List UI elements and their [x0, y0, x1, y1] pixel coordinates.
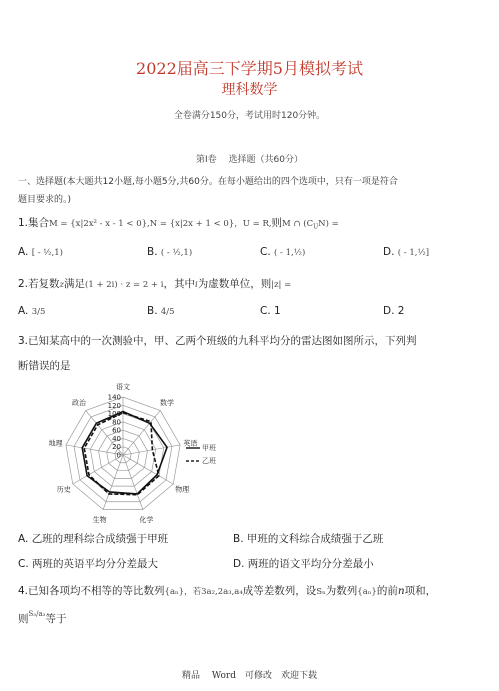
tick-label: 0 [116, 451, 121, 460]
q1-set-n: ,N = {x|2x + 1 < 0} [147, 219, 235, 229]
q1-expr: M ∩ $(C_UN)$ = [282, 219, 339, 231]
exam-info: 全卷满分150分，考试用时120分钟。 [173, 111, 326, 121]
tick-label: 20 [112, 443, 121, 452]
tick-label: 120 [107, 401, 121, 410]
q1-universe: ，U = R, [234, 219, 272, 229]
grid-spoke [123, 455, 143, 510]
axis-label: 政治 [72, 399, 87, 408]
tick-label: 40 [112, 434, 121, 443]
q1-then: 则 [271, 217, 283, 229]
q1-option-a[interactable]: A. [ - ½,1) [18, 246, 63, 258]
question-1 [18, 215, 339, 231]
question-3-line-1: 3.已知某高中的一次测验中，甲、乙两个班级的九科平均分的雷达图如图所示，下列判 [18, 335, 417, 347]
axis-label: 化学 [139, 515, 154, 524]
axis-label: 物理 [175, 485, 190, 494]
tick-label: 100 [107, 410, 121, 419]
legend-item-jia: 甲班 [186, 443, 216, 453]
q2-option-b[interactable]: B. 4/5 [147, 305, 175, 317]
grid-spoke [73, 455, 123, 484]
tick-label: 60 [112, 426, 121, 435]
question-4-line-2: 则$^{S_3/a_3}$等于 [18, 610, 67, 625]
section-heading: 第I卷 选择题（共60分） [196, 155, 303, 165]
q3-option-c[interactable]: C. 两班的英语平均分分差最大 [18, 558, 159, 570]
exam-title: 2022届高三下学期5月模拟考试 [136, 59, 363, 78]
q2-option-c[interactable]: C. 1 [260, 305, 281, 317]
legend-swatch-dashed [186, 459, 200, 463]
exam-subject: 理科数学 [221, 82, 278, 98]
q2-option-d[interactable]: D. 2 [383, 305, 405, 317]
axis-label: 数学 [159, 399, 174, 408]
q3-option-d[interactable]: D. 两班的语文平均分分差最小 [233, 558, 374, 570]
question-2: 2.若复数z满足(1 + 2i) · z = 2 + i，其中i为虚数单位，则|z| = [18, 278, 292, 290]
question-3-line-2: 断错误的是 [18, 360, 71, 372]
legend-swatch-solid [186, 446, 200, 450]
q3-option-b[interactable]: B. 甲班的文科综合成绩强于乙班 [233, 533, 384, 545]
q1-option-d[interactable]: D. ( - 1,½] [383, 246, 430, 258]
chart-legend [186, 443, 216, 466]
instruction-line-1: 一、选择题(本大题共12小题,每小题5分,共60分。在每小题给出的四个选项中，只有一项是符合 [18, 177, 398, 187]
grid-spoke [123, 455, 173, 484]
q1-prefix: 1.集合 [18, 217, 50, 229]
page-footer: 精品 Word 可修改 欢迎下载 [182, 671, 317, 681]
tick-label: 80 [112, 418, 121, 427]
axis-label: 英语 [183, 439, 198, 448]
q2-option-a[interactable]: A. 3/5 [18, 305, 46, 317]
instruction-line-2: 题目要求的。) [18, 195, 72, 205]
q1-set-m: M = {x|2x² - x - 1 < 0} [49, 219, 148, 229]
grid-spoke [103, 455, 123, 510]
grid-spoke [123, 411, 160, 455]
axis-label: 历史 [56, 485, 71, 494]
q1-option-c[interactable]: C. ( - 1,½) [260, 246, 306, 258]
tick-label: 140 [107, 393, 121, 402]
q3-option-a[interactable]: A. 乙班的理科综合成绩强于甲班 [18, 533, 169, 545]
axis-label: 生物 [92, 515, 107, 524]
axis-label: 地理 [48, 439, 63, 448]
legend-item-yi: 乙班 [186, 456, 216, 466]
q1-option-b[interactable]: B. ( - ½,1) [147, 246, 193, 258]
axis-label: 语文 [116, 383, 130, 392]
question-4: 4.已知各项均不相等的等比数列{aₙ}，若3a₂,2a₃,a₄成等差数列，设Sₙ为数列{aₙ}的前n项和， [18, 585, 437, 597]
